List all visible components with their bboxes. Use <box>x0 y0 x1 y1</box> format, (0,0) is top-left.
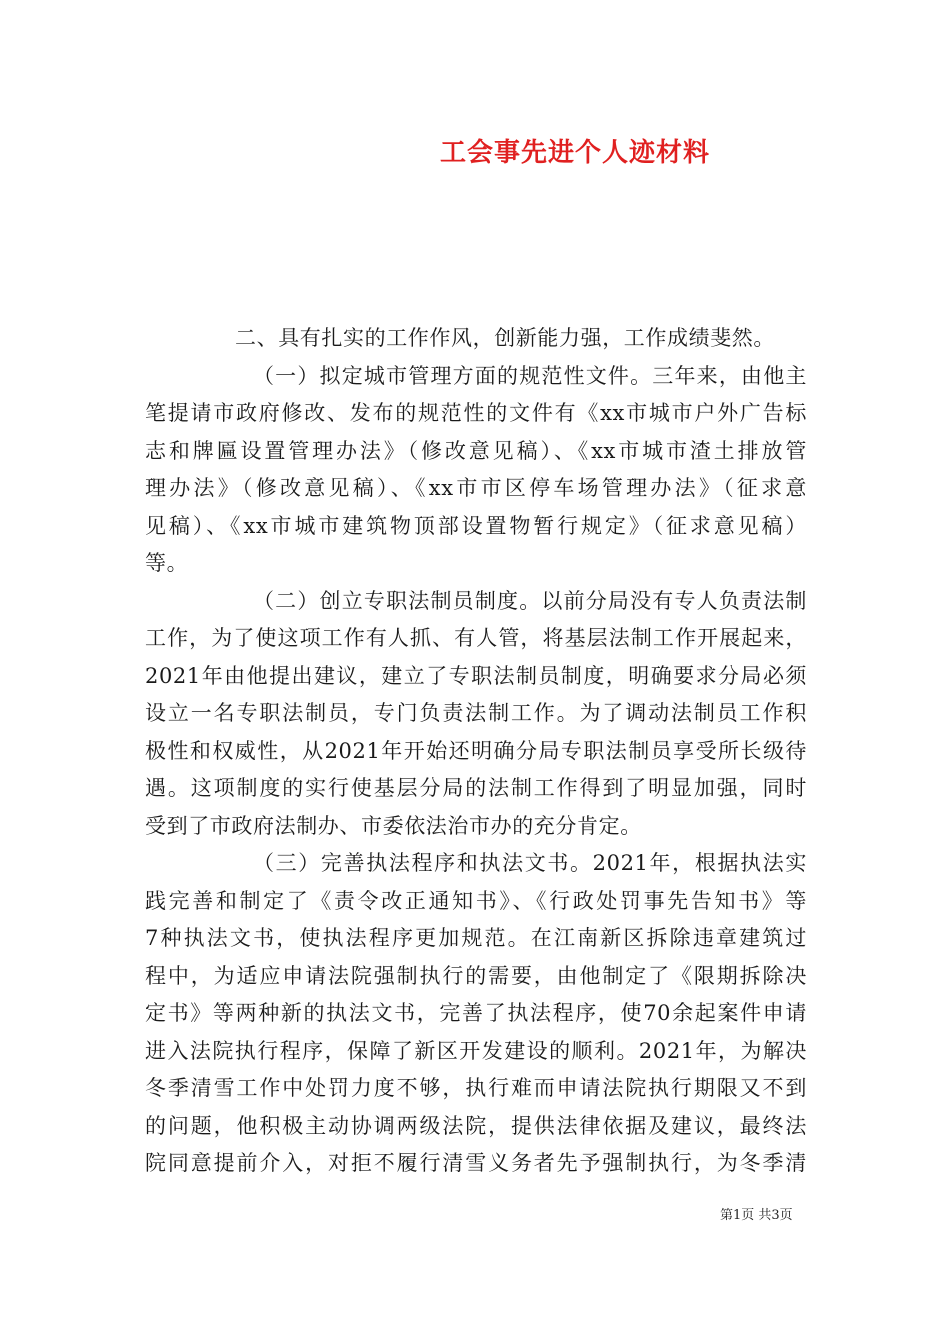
text-line: 设立一名专职法制员，专门负责法制工作。为了调动法制员工作积 <box>145 701 807 725</box>
text-line: 进入法院执行程序，保障了新区开发建设的顺利。2021年，为解决 <box>145 1038 807 1063</box>
text-line: 定书》等两种新的执法文书，完善了执法程序，使70余起案件申请 <box>145 1001 807 1025</box>
text-line: 的问题，他积极主动协调两级法院，提供法律依据及建议，最终法 <box>145 1113 807 1138</box>
text-line: （二）创立专职法制员制度。以前分局没有专人负责法制 <box>253 588 807 613</box>
text-line: 程中，为适应申请法院强制执行的需要，由他制定了《限期拆除决 <box>145 963 807 988</box>
text-line: 院同意提前介入，对拒不履行清雪义务者先予强制执行，为冬季清 <box>145 1151 807 1175</box>
text-line: 志和牌匾设置管理办法》（修改意见稿）、《xx市城市渣土排放管 <box>145 438 807 463</box>
text-line: 极性和权威性，从2021年开始还明确分局专职法制员享受所长级待 <box>145 738 807 763</box>
text-line: 见稿）、《xx市城市建筑物顶部设置物暂行规定》（征求意见稿） <box>145 513 807 538</box>
text-line: 践完善和制定了《责令改正通知书》、《行政处罚事先告知书》等 <box>145 888 807 913</box>
document-body <box>145 320 807 1183</box>
text-line: 7种执法文书，使执法程序更加规范。在江南新区拆除违章建筑过 <box>145 926 807 950</box>
text-line: 等。 <box>145 551 189 575</box>
text-line: 受到了市政府法制办、市委依法治市办的充分肯定。 <box>145 813 642 838</box>
text-line: 二、具有扎实的工作作风，创新能力强，工作成绩斐然。 <box>235 326 775 350</box>
text-line: 遇。这项制度的实行使基层分局的法制工作得到了明显加强，同时 <box>145 776 807 800</box>
text-line: 工作，为了使这项工作有人抓、有人管，将基层法制工作开展起来， <box>145 626 807 650</box>
text-line: 2021年由他提出建议，建立了专职法制员制度，明确要求分局必须 <box>145 663 807 688</box>
text-line: 理办法》（修改意见稿）、《xx市市区停车场管理办法》（征求意 <box>145 476 807 500</box>
text-line: （三）完善执法程序和执法文书。2021年，根据执法实 <box>253 851 807 875</box>
text-line: 笔提请市政府修改、发布的规范性的文件有《xx市城市户外广告标 <box>145 401 807 425</box>
text-line: 冬季清雪工作中处罚力度不够，执行难而申请法院执行期限又不到 <box>145 1076 807 1100</box>
text-line: （一）拟定城市管理方面的规范性文件。三年来，由他主 <box>253 363 807 388</box>
document-title: 工会事先进个人迹材料 <box>439 138 710 168</box>
page-number: 第1页 共3页 <box>720 1208 793 1223</box>
